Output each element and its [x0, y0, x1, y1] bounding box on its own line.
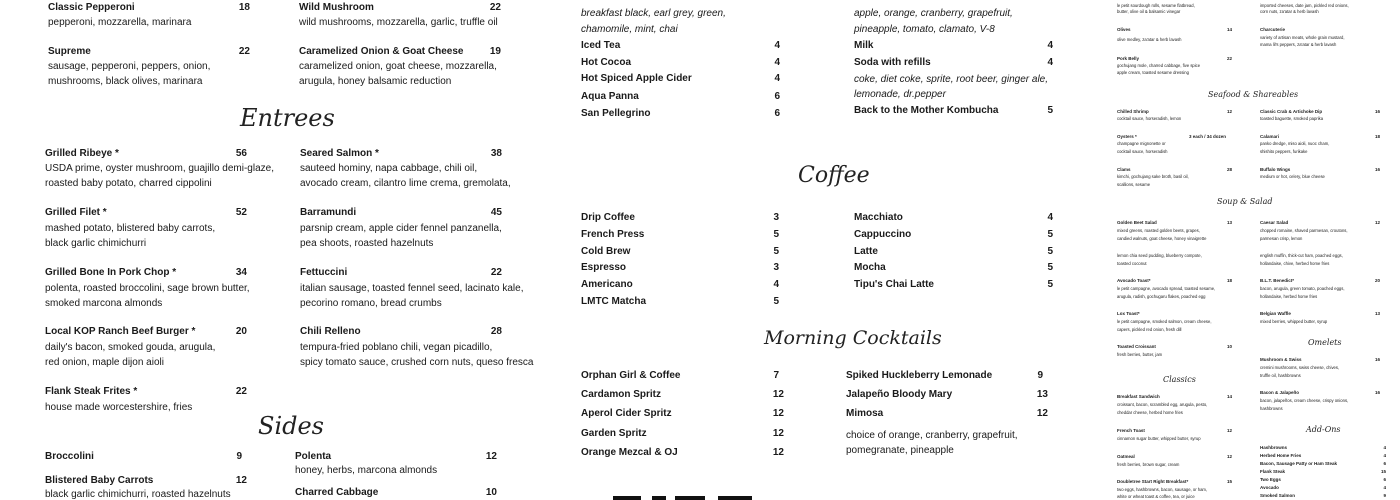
item-desc: candied walnuts, goat cheese, honey vinaigrette — [1117, 236, 1207, 241]
menu-item-desc: honey, herbs, marcona almonds — [295, 465, 438, 476]
item-name: Caesar Salad — [1260, 220, 1289, 225]
menu-item-desc: italian sausage, toasted fennel seed, lacinato kale, — [300, 283, 524, 294]
item-price: 20 — [1374, 278, 1380, 283]
item-price: 16 — [1374, 109, 1380, 114]
menu-item-name: Classic Pepperoni — [48, 2, 135, 13]
drink-name: Soda with refills — [854, 57, 931, 68]
item-desc: fresh berries, butter, jam — [1117, 352, 1163, 357]
addon-name: Hashbrowns — [1260, 445, 1288, 450]
menu-item-desc: parsnip cream, apple cider fennel panzanella, — [300, 223, 502, 234]
menu-item-name: Flank Steak Frites * — [45, 386, 138, 397]
item-desc: arugula, radish, gochugaru flakes, poached egg — [1117, 294, 1206, 299]
item-desc: le petit campagne, avocado spread, toasted sesame, — [1117, 286, 1216, 291]
menu-item-desc: black garlic chimichurri — [45, 238, 147, 249]
menu-item-name: Wild Mushroom — [299, 2, 374, 13]
item-desc: kimchi, gochujang sake broth, basil oil, — [1117, 174, 1189, 179]
menu-item-name: Blistered Baby Carrots — [45, 475, 154, 486]
juice-desc: pineapple, tomato, clamato, V-8 — [854, 24, 995, 35]
item-name: B.L.T. Benedict* — [1260, 278, 1295, 283]
menu-item-name: Grilled Ribeye * — [45, 148, 119, 159]
add-ons-heading: Add-Ons — [1306, 425, 1341, 434]
drink-price: 4 — [1047, 40, 1053, 51]
coffee-name: Macchiato — [854, 212, 903, 223]
drink-name: Aqua Panna — [581, 91, 639, 102]
item-price: 13 — [1374, 311, 1380, 316]
classics-heading: Classics — [1163, 375, 1196, 384]
menu-item-desc: wild mushrooms, mozzarella, garlic, truffle oil — [299, 17, 498, 28]
menu-item-name: Barramundi — [300, 207, 357, 218]
coffee-price: 5 — [773, 296, 779, 307]
item-price: 13 — [1226, 220, 1232, 225]
item-desc: lemon chia seed pudding, blueberry compote, — [1117, 253, 1202, 258]
breakfast-menu-panel — [1100, 0, 1400, 500]
menu-item-desc: pepperoni, mozzarella, marinara — [48, 17, 192, 28]
item-desc: chopped romaine, shaved parmesan, croutons, — [1260, 228, 1348, 233]
cocktail-price: 9 — [1037, 370, 1043, 381]
item-price: 16 — [1374, 167, 1380, 172]
menu-item-price: 9 — [236, 451, 242, 462]
item-name: Bacon & Jalapeño — [1260, 390, 1300, 395]
item-desc: panko dredge, miso aioli, nuoc cham, — [1260, 141, 1330, 146]
menu-item-name: Chili Relleno — [300, 326, 361, 337]
item-desc: gochujang mole, charred cabbage, five spice — [1117, 63, 1201, 68]
item-name: Chilled Shrimp — [1117, 109, 1149, 114]
menu-item-desc: mashed potato, blistered baby carrots, — [45, 223, 216, 234]
menu-item-desc: black garlic chimichurri, roasted hazelnuts — [45, 489, 231, 500]
drink-price: 4 — [1047, 57, 1053, 68]
item-price: 10 — [1226, 344, 1232, 349]
cocktail-price: 12 — [772, 389, 784, 400]
drink-name: Hot Spiced Apple Cider — [581, 73, 692, 84]
menu-item-desc: tempura-fried poblano chili, vegan picadillo, — [300, 342, 493, 353]
item-desc: apple cream, toasted sesame dressing — [1117, 70, 1189, 75]
item-desc: butter, olive oil & balsamic vinegar — [1117, 9, 1181, 14]
addon-name: Herbed Home Fries — [1260, 453, 1302, 458]
drink-name: Back to the Mother Kombucha — [854, 105, 999, 116]
addon-price: 9 — [1383, 493, 1386, 498]
item-price: 12 — [1226, 454, 1232, 459]
menu-item-price: 20 — [235, 326, 247, 337]
drink-price: 4 — [774, 57, 780, 68]
omelets-heading: Omelets — [1308, 338, 1342, 347]
menu-item-desc: spicy tomato sauce, crushed corn nuts, queso fresca — [300, 357, 534, 368]
menu-item-desc: roasted baby potato, charred cippolini — [45, 178, 212, 189]
coffee-name: French Press — [581, 229, 645, 240]
item-price: 15 — [1226, 479, 1232, 484]
sides-heading: Sides — [258, 412, 324, 440]
menu-item-price: 34 — [235, 267, 247, 278]
item-desc: medium or hot, celery, blue cheese — [1260, 174, 1325, 179]
coffee-name: Latte — [854, 246, 878, 257]
item-name: Toasted Croissant — [1117, 344, 1156, 349]
coffee-price: 5 — [1047, 246, 1053, 257]
menu-item-price: 28 — [490, 326, 502, 337]
menu-item-price: 12 — [485, 451, 497, 462]
menu-item-price: 22 — [235, 386, 247, 397]
cocktail-name: Cardamon Spritz — [581, 389, 662, 400]
menu-item-desc: house made worcestershire, fries — [45, 402, 193, 413]
item-name: Calamari — [1260, 134, 1280, 139]
item-desc: fresh berries, brown sugar, cream — [1117, 462, 1180, 467]
item-desc: le petit campagne, smoked salmon, cream cheese, — [1117, 319, 1212, 324]
item-price: 16 — [1374, 357, 1380, 362]
item-price: 12 — [1226, 109, 1232, 114]
menu-item-price: 52 — [235, 207, 247, 218]
menu-item-desc: red onion, maple dijon aioli — [45, 357, 164, 368]
item-desc: olive medley, za'atar & herb lavash — [1117, 37, 1182, 42]
menu-item-desc: arugula, honey balsamic reduction — [299, 76, 452, 87]
item-desc: cremini mushrooms, swiss cheese, chives, — [1260, 365, 1340, 370]
cocktail-name: Jalapeño Bloody Mary — [846, 389, 953, 400]
drink-price: 4 — [774, 40, 780, 51]
item-desc: hollandaise, chive, herbed home fries — [1260, 261, 1330, 266]
item-desc: parmesan crisp, lemon — [1260, 236, 1303, 241]
item-price: 18 — [1226, 278, 1232, 283]
cocktail-price: 13 — [1036, 389, 1048, 400]
menu-item-price: 45 — [490, 207, 502, 218]
menu-item-desc: polenta, roasted broccolini, sage brown butter, — [45, 283, 250, 294]
seafood-heading: Seafood & Shareables — [1208, 90, 1299, 99]
item-desc: two eggs, hashbrowns, bacon, sausage, or ham, — [1117, 487, 1208, 492]
coffee-name: Mocha — [854, 262, 886, 273]
item-price: 3 each / 34 dozen — [1189, 134, 1227, 139]
menu-item-name: Broccolini — [45, 451, 94, 462]
menu-item-price: 22 — [238, 46, 250, 57]
cocktail-price: 12 — [772, 447, 784, 458]
addon-name: Two Eggs — [1260, 477, 1281, 482]
menu-item-desc: pea shoots, roasted hazelnuts — [300, 238, 434, 249]
addon-name: Smoked Salmon — [1260, 493, 1296, 498]
addon-name: Bacon, Sausage Patty or Ham Steak — [1260, 461, 1338, 466]
menu-item-desc: mushrooms, black olives, marinara — [48, 76, 203, 87]
item-name: Classic Crab & Artichoke Dip — [1260, 109, 1323, 114]
addon-name: Avocado — [1260, 485, 1279, 490]
coffee-name: Cappuccino — [854, 229, 912, 240]
cocktail-name: Orphan Girl & Coffee — [581, 370, 681, 381]
addon-price: 4 — [1383, 485, 1386, 490]
menu-item-desc: caramelized onion, goat cheese, mozzarella, — [299, 61, 497, 72]
addon-price: 6 — [1383, 461, 1386, 466]
coffee-price: 5 — [1047, 229, 1053, 240]
item-desc: croissant, bacon, scrambled egg, arugula, pesto, — [1117, 402, 1208, 407]
item-desc: white or wheat toast & coffee, tea, or juice — [1117, 494, 1195, 499]
menu-item-price: 56 — [235, 148, 247, 159]
cocktail-name: Spiked Huckleberry Lemonade — [846, 370, 993, 381]
item-price: 12 — [1226, 428, 1232, 433]
menu-item-price: 18 — [238, 2, 250, 13]
item-desc: imported cheeses, date jam, pickled red onions, — [1260, 3, 1349, 8]
cut-off-text-fragment — [613, 496, 641, 500]
item-name: French Toast — [1117, 428, 1145, 433]
item-name: Lox Toast* — [1117, 311, 1140, 316]
drink-name: Iced Tea — [581, 40, 621, 51]
item-desc: hollandaise, herbed home fries — [1260, 294, 1318, 299]
menu-item-desc: sausage, pepperoni, peppers, onion, — [48, 61, 211, 72]
item-desc: shishito peppers, furikake — [1260, 149, 1308, 154]
coffee-price: 3 — [773, 262, 779, 273]
cut-off-text-fragment — [718, 496, 752, 500]
item-desc: toasted coconut — [1117, 261, 1147, 266]
cocktail-name: Garden Spritz — [581, 428, 647, 439]
cocktail-name: Mimosa — [846, 408, 884, 419]
item-desc: champagne mignonette or — [1117, 141, 1166, 146]
item-name: Clams — [1117, 167, 1131, 172]
entrees-heading: Entrees — [240, 104, 335, 132]
menu-item-price: 19 — [489, 46, 501, 57]
item-price: 22 — [1226, 56, 1232, 61]
item-price: 16 — [1374, 390, 1380, 395]
item-name: Breakfast Sandwich — [1117, 394, 1160, 399]
drink-name: San Pellegrino — [581, 108, 651, 119]
cocktail-price: 12 — [1036, 408, 1048, 419]
morning-cocktails-heading: Morning Cocktails — [764, 327, 942, 349]
addon-price: 6 — [1383, 477, 1386, 482]
menu-item-name: Fettuccini — [300, 267, 348, 278]
coffee-price: 5 — [1047, 262, 1053, 273]
menu-item-name: Seared Salmon * — [300, 148, 379, 159]
dinner-menu-panel — [0, 0, 560, 500]
item-desc: toasted baguette, smoked paprika — [1260, 116, 1324, 121]
item-desc: scallions, sesame — [1117, 182, 1151, 187]
cocktail-price: 12 — [772, 428, 784, 439]
menu-item-name: Grilled Bone In Pork Chop * — [45, 267, 177, 278]
item-name: Doubletree Start Right Breakfast* — [1117, 479, 1189, 484]
cocktail-price: 7 — [773, 370, 779, 381]
coffee-name: Americano — [581, 279, 633, 290]
menu-item-name: Polenta — [295, 451, 332, 462]
drink-price: 5 — [1047, 105, 1053, 116]
menu-item-name: Caramelized Onion & Goat Cheese — [299, 46, 464, 57]
item-desc: cocktail sauce, horseradish — [1117, 149, 1168, 154]
item-name: Oatmeal — [1117, 454, 1135, 459]
addon-price: 15 — [1380, 469, 1386, 474]
mimosa-desc: choice of orange, cranberry, grapefruit, — [846, 430, 1018, 441]
item-desc: le petit sourdough rolls, sesame flatbread, — [1117, 3, 1195, 8]
juice-desc: apple, orange, cranberry, grapefruit, — [854, 8, 1013, 19]
item-desc: cinnamon sugar butter, whipped butter, syrup — [1117, 436, 1201, 441]
item-desc: truffle oil, hashbrowns — [1260, 373, 1301, 378]
cocktail-name: Aperol Cider Spritz — [581, 408, 672, 419]
menu-item-desc: avocado cream, cilantro lime crema, gremolata, — [300, 178, 511, 189]
item-desc: variety of artisan meats, whole grain mustard, — [1260, 35, 1345, 40]
menu-item-desc: smoked marcona almonds — [45, 298, 163, 309]
menu-item-price: 22 — [490, 267, 502, 278]
item-name: Charcuterie — [1260, 27, 1286, 32]
coffee-price: 5 — [1047, 279, 1053, 290]
coffee-name: Drip Coffee — [581, 212, 635, 223]
soda-desc: coke, diet coke, sprite, root beer, ginger ale, — [854, 74, 1048, 85]
item-price: 12 — [1374, 220, 1380, 225]
item-name: Olives — [1117, 27, 1131, 32]
coffee-price: 4 — [1047, 212, 1053, 223]
item-desc: hashbrowns — [1260, 406, 1283, 411]
coffee-price: 5 — [773, 246, 779, 257]
menu-item-desc: daily's bacon, smoked gouda, arugula, — [45, 342, 216, 353]
addon-name: Flank Steak — [1260, 469, 1286, 474]
item-price: 28 — [1226, 167, 1232, 172]
coffee-name: Espresso — [581, 262, 627, 273]
drinks-menu-panel — [560, 0, 1070, 500]
item-price: 14 — [1226, 27, 1232, 32]
item-name: Belgian Waffle — [1260, 311, 1291, 316]
drink-name: Hot Cocoa — [581, 57, 631, 68]
drink-price: 4 — [774, 73, 780, 84]
item-name: Golden Beet Salad — [1117, 220, 1157, 225]
menu-item-price: 12 — [235, 475, 247, 486]
menu-item-name: Supreme — [48, 46, 91, 57]
menu-item-name: Local KOP Ranch Beef Burger * — [45, 326, 196, 337]
item-desc: mama lil's peppers, za'atar & herb lavash — [1260, 42, 1337, 47]
menu-item-price: 10 — [485, 487, 497, 498]
drink-price: 6 — [774, 108, 780, 119]
tea-desc: breakfast black, earl grey, green, — [581, 8, 726, 19]
coffee-price: 3 — [773, 212, 779, 223]
coffee-name: Tipu's Chai Latte — [854, 279, 934, 290]
menu-item-name: Grilled Filet * — [45, 207, 107, 218]
item-desc: english muffin, thick-cut ham, poached eggs, — [1260, 253, 1343, 258]
item-desc: bacon, jalapeños, cream cheese, crispy onions, — [1260, 398, 1349, 403]
drink-name: Milk — [854, 40, 874, 51]
cocktail-name: Orange Mezcal & OJ — [581, 447, 678, 458]
item-desc: corn nuts, za'atar & herb lavash — [1260, 9, 1319, 14]
coffee-name: LMTC Matcha — [581, 296, 646, 307]
item-desc: mixed greens, roasted golden beets, grapes, — [1117, 228, 1200, 233]
menu-item-desc: USDA prime, oyster mushroom, guajillo demi-glaze, — [45, 163, 274, 174]
item-price: 14 — [1226, 394, 1232, 399]
coffee-price: 5 — [773, 229, 779, 240]
item-desc: bacon, arugula, green tomato, poached eggs, — [1260, 286, 1345, 291]
item-desc: mixed berries, whipped butter, syrup — [1260, 319, 1328, 324]
menu-item-price: 22 — [489, 2, 501, 13]
soda-desc: lemonade, dr.pepper — [854, 89, 946, 100]
item-price: 18 — [1374, 134, 1380, 139]
cut-off-text-fragment — [652, 496, 666, 500]
item-desc: cocktail sauce, horseradish, lemon — [1117, 116, 1182, 121]
addon-price: 4 — [1383, 445, 1386, 450]
menu-item-price: 38 — [490, 148, 502, 159]
soup-salad-heading: Soup & Salad — [1217, 197, 1273, 206]
item-name: Pork Belly — [1117, 56, 1140, 61]
cocktail-price: 12 — [772, 408, 784, 419]
menu-item-name: Charred Cabbage — [295, 487, 379, 498]
item-name: Avocado Toast* — [1117, 278, 1151, 283]
menu-item-desc: pecorino romano, bread crumbs — [300, 298, 442, 309]
item-desc: cheddar cheese, herbed home fries — [1117, 410, 1183, 415]
coffee-price: 4 — [773, 279, 779, 290]
menu-item-desc: sauteed hominy, napa cabbage, chili oil, — [300, 163, 478, 174]
addon-price: 4 — [1383, 453, 1386, 458]
cut-off-text-fragment — [675, 496, 705, 500]
mimosa-desc: pomegranate, pineapple — [846, 445, 954, 456]
drink-price: 6 — [774, 91, 780, 102]
item-desc: capers, pickled red onion, fresh dill — [1117, 327, 1182, 332]
item-name: Buffalo Wings — [1260, 167, 1291, 172]
tea-desc: chamomile, mint, chai — [581, 24, 678, 35]
coffee-heading: Coffee — [798, 163, 870, 188]
item-name: Mushroom & Swiss — [1260, 357, 1302, 362]
coffee-name: Cold Brew — [581, 246, 631, 257]
item-name: Oysters * — [1117, 134, 1137, 139]
